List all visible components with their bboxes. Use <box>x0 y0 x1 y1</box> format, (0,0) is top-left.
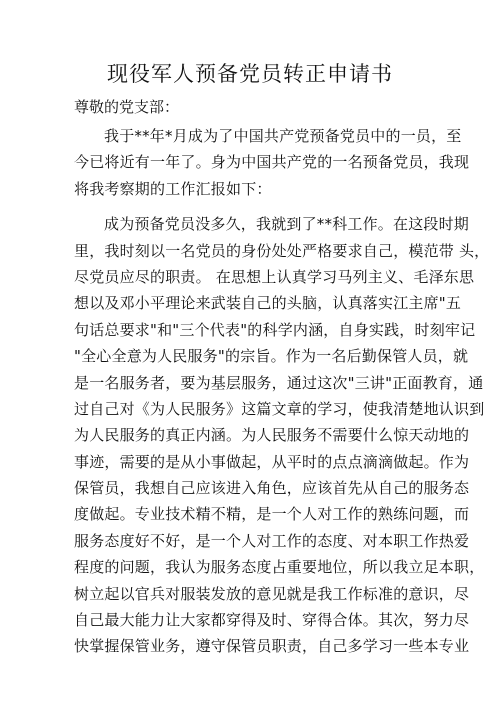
paragraph-2-line-16: 自己最大能力让大家都穿得及时、穿得合体。其次，努力尽 <box>74 611 470 630</box>
paragraph-1-line-3: 将我考察期的工作汇报如下： <box>74 179 272 198</box>
paragraph-2-line-4: 想以及邓小平理论来武装自己的头脑，认真落实江主席"五 <box>74 294 462 313</box>
paragraph-2-line-5: 句话总要求"和"三个代表"的科学内涵，自身实践，时刻牢记 <box>74 320 476 339</box>
paragraph-2-line-9: 为人民服务的真正内涵。为人民服务不需要什么惊天动地的 <box>74 426 470 445</box>
paragraph-2-line-1: 成为预备党员没多久，我就到了**科工作。在这段时期 <box>104 215 470 234</box>
paragraph-2-line-18 <box>74 660 426 686</box>
paragraph-2 <box>74 211 490 712</box>
paragraph-2-line-19 <box>74 686 426 712</box>
paragraph-1 <box>74 123 470 202</box>
document-body <box>74 114 490 713</box>
paragraph-2-line-13: 服务态度好不好，是一个人对工作的态度、对本职工作热爱 <box>74 531 470 550</box>
paragraph-2-line-15: 树立起以官兵对服装发放的意见就是我工作标准的意识，尽 <box>74 584 470 603</box>
paragraph-1-line-1: 我于**年*月成为了中国共产党预备党员中的一员，至 <box>104 127 462 145</box>
paragraph-2-line-14: 程度的问题，我认为服务态度占重要地位，所以我立足本职， <box>74 558 485 577</box>
paragraph-2-line-17: 快掌握保管业务，遵守保管员职责，自己多学习一些本专业 <box>74 637 470 656</box>
paragraph-2-line-11: 保管员，我想自己应该进入角色，应该首先从自己的服务态 <box>74 479 470 498</box>
paragraph-gap <box>74 202 426 211</box>
paragraph-2-line-12: 度做起。专业技术精不精，是一个人对工作的熟练问题，而 <box>74 505 470 524</box>
paragraph-2-line-3: 尽党员应尽的职责。 在思想上认真学习马列主义、毛泽东思 <box>74 267 475 286</box>
paragraph-2-line-2: 里，我时刻以一名党员的身份处处严格要求自己，模范带 头， <box>74 241 490 260</box>
paragraph-2-line-6: "全心全意为人民服务"的宗旨。作为一名后勤保管人员，就 <box>74 347 469 366</box>
paragraph-gap <box>74 114 426 123</box>
paragraph-2-line-8: 过自己对《为人民服务》这篇文章的学习，使我清楚地认识到 <box>74 399 485 418</box>
salutation: 尊敬的党支部： <box>74 98 180 116</box>
paragraph-2-line-10: 事迹，需要的是从小事做起，从平时的点点滴滴做起。作为 <box>74 452 470 471</box>
paragraph-1-line-2: 今已将近有一年了。身为中国共产党的一名预备党员，我现 <box>74 153 470 172</box>
paragraph-2-line-7: 是一名服务者，要为基层服务，通过这次"三讲"正面教育，通 <box>74 373 484 392</box>
document-title: 现役军人预备党员转正申请书 <box>107 62 393 86</box>
